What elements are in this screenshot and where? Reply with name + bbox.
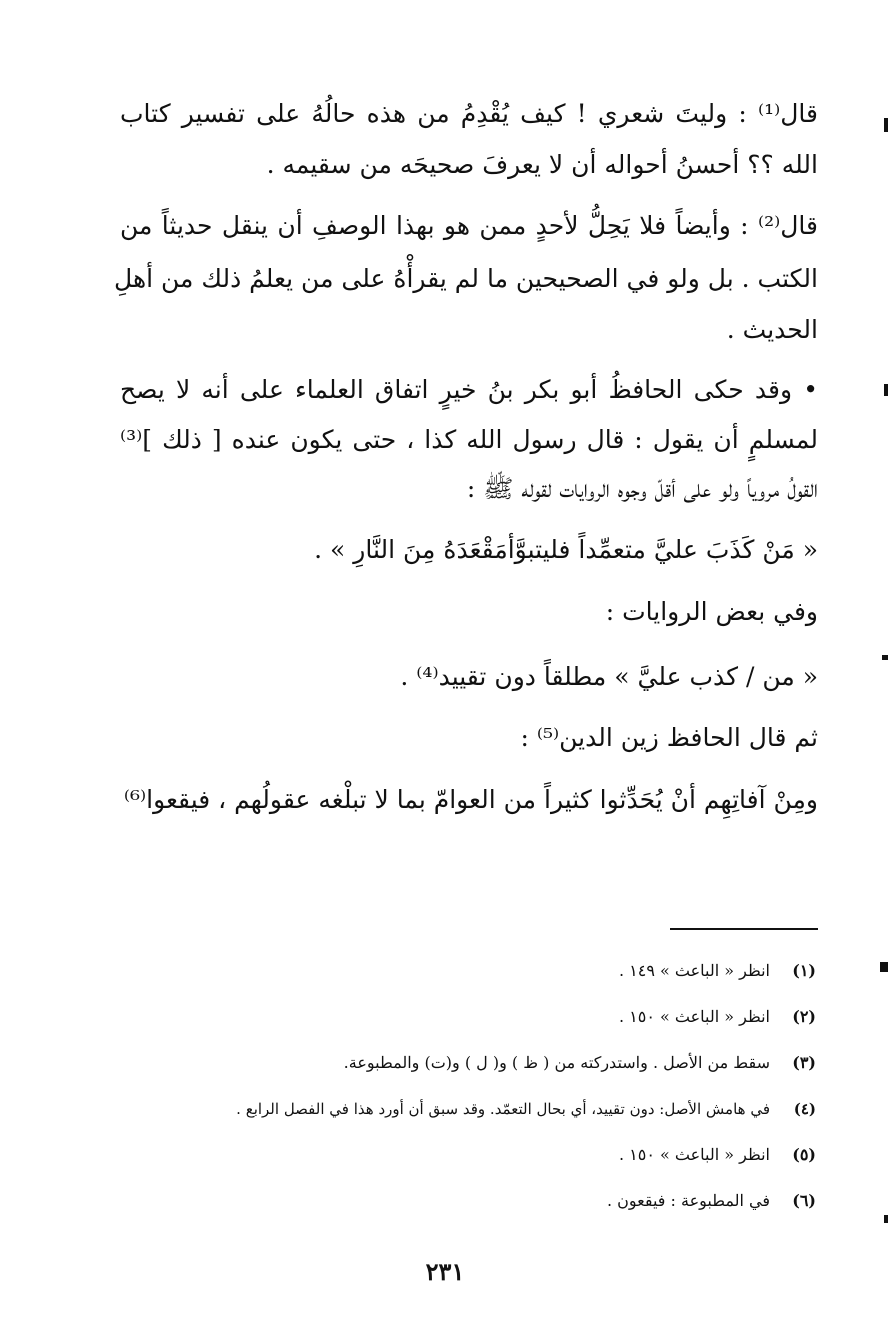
footnote-text: في هامش الأصل: دون تقييد، أي بحال التعمّد. وقد سبق أن أورد هذا في الفصل الرابع .: [236, 1100, 770, 1118]
scan-mark: [884, 1215, 888, 1223]
footnote-2: [619, 1002, 816, 1032]
footnote-number: (١): [792, 961, 816, 980]
page-number: ٢٣١: [425, 1257, 465, 1286]
scan-mark: [884, 384, 888, 396]
footnote-text: انظر « الباعث » ١٥٠ .: [618, 1145, 770, 1164]
body-line-6: • وقد حكى الحافظُ أبو بكر بنُ خيرٍ اتفاق العلماء على أنه لا يصح: [120, 375, 818, 404]
body-line-12: ثم قال الحافظ زين الدين⁽⁵⁾ :: [520, 723, 818, 752]
scan-mark: [880, 962, 888, 972]
footnote-6: [607, 1186, 816, 1216]
footnote-number: (٦): [792, 1191, 816, 1210]
footnote-number: (٣): [792, 1053, 816, 1072]
footnote-number: (٢): [792, 1007, 816, 1026]
scan-mark: [882, 655, 888, 660]
body-line-13: ومِنْ آفاتِهِم أنْ يُحَدِّثوا كثيراً من العوامّ بما لا تبلْغه عقولُهم ، فيقعوا⁽⁶⁾: [123, 785, 818, 814]
body-line-9: « مَنْ كَذَبَ عليَّ متعمِّداً فليتبوَّأمَقْعَدَهُ مِنَ النَّارِ » .: [314, 535, 818, 564]
body-line-4: الكتب . بل ولو في الصحيحين ما لم يقرأْهُ على من يعلمُ ذلك من أهلِ: [114, 264, 818, 293]
footnote-4: [236, 1094, 816, 1124]
body-line-2: الله ؟؟ أحسنُ أحواله أن لا يعرفَ صحيحَه من سقيمه .: [266, 150, 818, 179]
body-line-11: « من / كذب عليَّ » مطلقاً دون تقييد⁽⁴⁾ .: [400, 662, 818, 691]
footnote-text: سقط من الأصل . واستدركته من ( ظ ) و( ل ) و(ت) والمطبوعة.: [343, 1053, 770, 1072]
body-line-10: وفي بعض الروايات :: [605, 597, 818, 626]
footnote-3: [344, 1048, 816, 1078]
body-line-7: لمسلمٍ أن يقول : قال رسول الله كذا ، حتى يكون عنده [ ذلك ]⁽³⁾: [120, 425, 818, 454]
footnote-separator: [670, 928, 818, 930]
footnote-text: في المطبوعة : فيقعون .: [606, 1191, 770, 1210]
body-line-8: القولُ مروياً ولو على أقلّ وجوه الروايات لقوله ﷺ :: [466, 474, 818, 503]
scan-mark: [884, 118, 888, 132]
footnote-text: انظر « الباعث » ١٥٠ .: [618, 1007, 770, 1026]
body-line-3: قال⁽²⁾ : وأيضاً فلا يَحِلُّ لأحدٍ ممن هو بهذا الوصفِ أن ينقل حديثاً من: [120, 211, 818, 240]
footnote-number: (٤): [793, 1100, 816, 1118]
footnote-5: [619, 1140, 816, 1170]
footnote-1: [619, 956, 816, 986]
footnote-text: انظر « الباعث » ١٤٩ .: [618, 961, 770, 980]
body-line-1: قال⁽¹⁾ : وليتَ شعري ! كيف يُقْدِمُ من هذه حالُهُ على تفسير كتاب: [120, 99, 818, 128]
footnote-number: (٥): [792, 1145, 816, 1164]
body-line-5: الحديث .: [726, 315, 818, 344]
